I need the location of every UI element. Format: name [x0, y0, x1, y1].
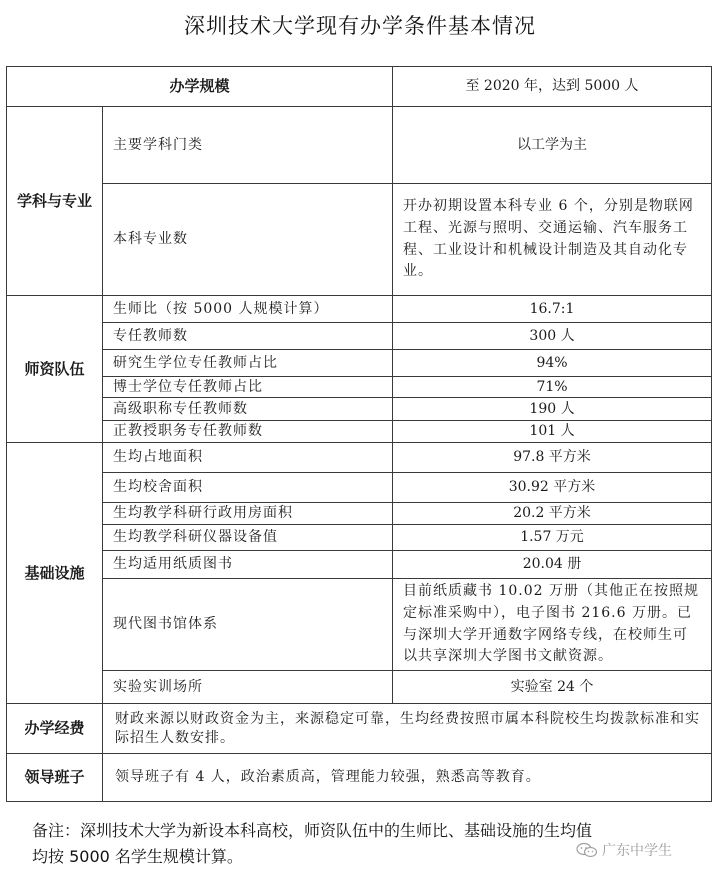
scale-value: 至 2020 年，达到 5000 人: [393, 67, 712, 107]
row-item: 现代图书馆体系: [103, 579, 393, 671]
table-row: [7, 377, 712, 398]
category-leadership: 领导班子: [7, 754, 103, 802]
table-row: [7, 323, 712, 350]
row-value: 71%: [393, 377, 712, 398]
row-value: 97.8 平方米: [393, 443, 712, 473]
category-faculty: 师资队伍: [7, 296, 103, 443]
row-item: 生均教学科研行政用房面积: [103, 503, 393, 525]
watermark: [576, 840, 672, 860]
row-item: 生均占地面积: [103, 443, 393, 473]
table-row: [7, 503, 712, 525]
table-row: [7, 704, 712, 754]
row-value: 开办初期设置本科专业 6 个，分别是物联网工程、光源与照明、交通运输、汽车服务工程、工业设计和机械设计制造及其自动化专业。: [393, 184, 712, 296]
table-row: [7, 421, 712, 443]
conditions-table: [6, 66, 712, 802]
category-label: 学科与专业: [16, 191, 92, 210]
document-title: 深圳技术大学现有办学条件基本情况: [184, 14, 536, 38]
row-value: 目前纸质藏书 10.02 万册（其他正在按照规定标准采购中），电子图书 216.6 万册。已与深圳大学开通数字网络专线，在校师生可以共享深圳大学图书文献资源。: [393, 579, 712, 671]
table-row: [7, 525, 712, 551]
header-row: [7, 67, 712, 107]
table-row: [7, 579, 712, 671]
row-value: 94%: [393, 350, 712, 377]
wechat-icon: [576, 842, 598, 858]
row-value: 300 人: [393, 323, 712, 350]
row-item: 生均校舍面积: [103, 473, 393, 503]
leadership-value: 领导班子有 4 人，政治素质高，管理能力较强，熟悉高等教育。: [103, 754, 712, 802]
table-row: [7, 398, 712, 421]
row-item: 专任教师数: [103, 323, 393, 350]
row-value: 30.92 平方米: [393, 473, 712, 503]
table-row: [7, 551, 712, 579]
row-item: 研究生学位专任教师占比: [103, 350, 393, 377]
table-row: [7, 350, 712, 377]
row-value: 101 人: [393, 421, 712, 443]
row-item: 主要学科门类: [103, 107, 393, 184]
row-item: 正教授职务专任教师数: [103, 421, 393, 443]
row-value: 190 人: [393, 398, 712, 421]
row-item: 博士学位专任教师占比: [103, 377, 393, 398]
table-row: [7, 184, 712, 296]
row-value: 以工学为主: [393, 107, 712, 184]
row-value: 20.04 册: [393, 551, 712, 579]
row-item: 本科专业数: [103, 184, 393, 296]
table-row: [7, 296, 712, 323]
row-value: 实验室 24 个: [393, 671, 712, 704]
footnote: 备注：深圳技术大学为新设本科高校，师资队伍中的生师比、基础设施的生均值均按 5000 名学生规模计算。: [32, 821, 593, 867]
table-row: [7, 473, 712, 503]
row-item: 高级职称专任教师数: [103, 398, 393, 421]
category-funding: 办学经费: [7, 704, 103, 754]
row-value: 1.57 万元: [393, 525, 712, 551]
table-row: [7, 443, 712, 473]
watermark-text: 广东中学生: [602, 843, 672, 859]
table-row: [7, 107, 712, 184]
category-discipline: [7, 107, 103, 296]
table-row: [7, 754, 712, 802]
row-value: 16.7:1: [393, 296, 712, 323]
row-item: 生均教学科研仪器设备值: [103, 525, 393, 551]
scale-label: 办学规模: [7, 67, 393, 107]
category-facilities: 基础设施: [7, 443, 103, 704]
row-item: 生师比（按 5000 人规模计算）: [103, 296, 393, 323]
row-item: 实验实训场所: [103, 671, 393, 704]
row-item: 生均适用纸质图书: [103, 551, 393, 579]
funding-value: 财政来源以财政资金为主，来源稳定可靠，生均经费按照市属本科院校生均拨款标准和实际招生人数安排。: [103, 704, 712, 754]
row-value: 20.2 平方米: [393, 503, 712, 525]
table-row: [7, 671, 712, 704]
